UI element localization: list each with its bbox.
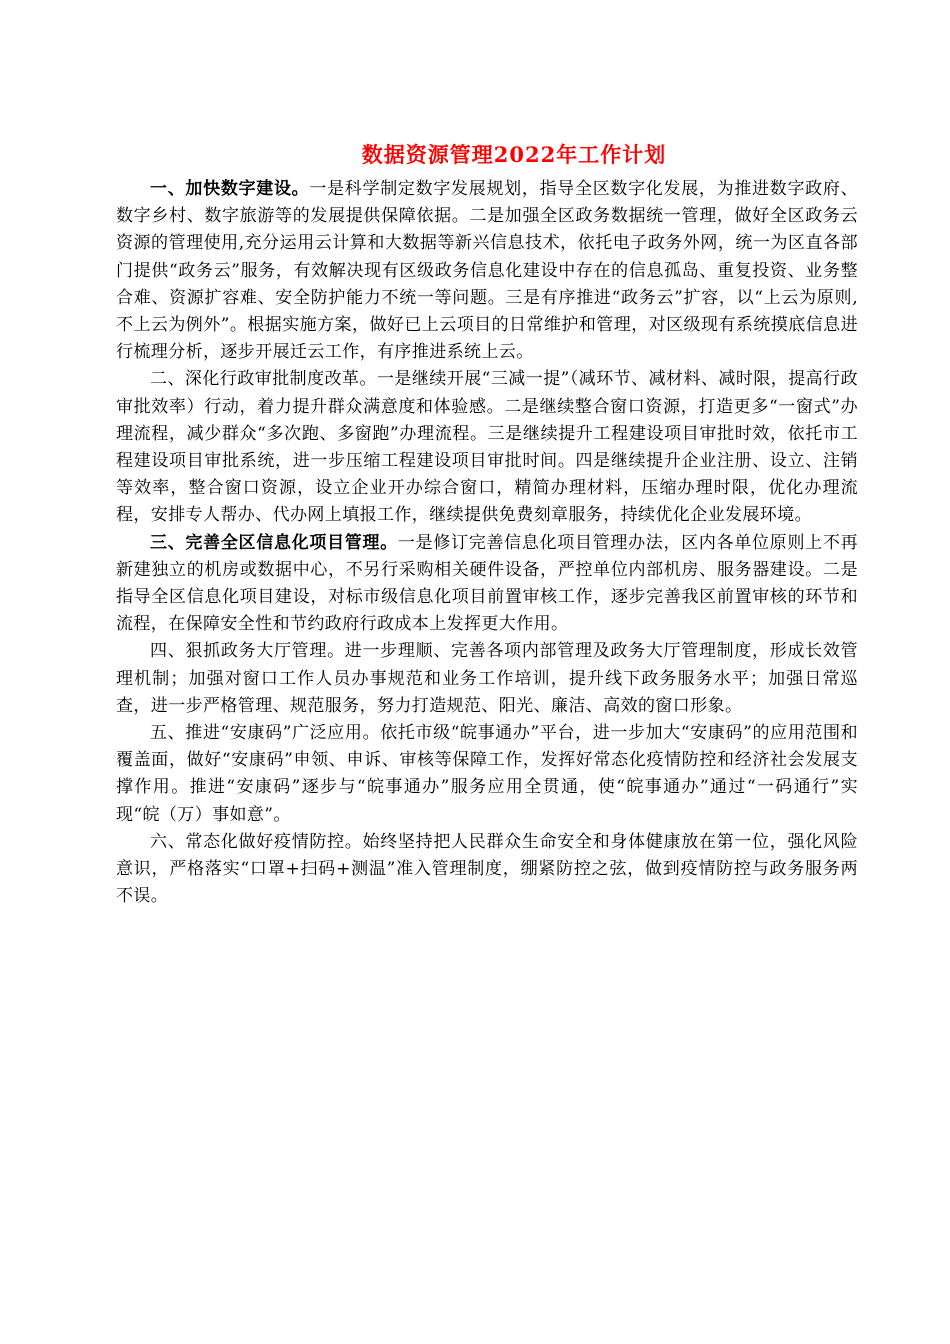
paragraph-6-lead: 六、常态化做好疫情防控。 (150, 831, 363, 852)
paragraph-4-body: 进一步理顺、完善各项内部管理及政务大厅管理制度，形成长效管理机制；加强对窗口工作人员办事规范和业务工作培训，提升线下政务服务水平；加强日常巡查，进一步严格管理、规范服务，努力打造规范、阳光、廉洁、高效的窗口形象。 (116, 641, 858, 716)
paragraph-1-lead: 一、加快数字建设。 (150, 179, 310, 199)
paragraph-1-body: 一是科学制定数字发展规划，指导全区数字化发展，为推进数字政府、数字乡村、数字旅游等的发展提供保障依据。二是加强全区政务数据统一管理，做好全区政务云资源的管理使用,充分运用云计算和大数据等新兴信息技术，依托电子政务外网，统一为区直各部门提供“政务云”服务，有效解决现有区级政务信息化建设中存在的信息孤岛、重复投资、业务整合难、资源扩容难、安全防护能力不统一等问题。三是有序推进“政务云”扩容，以“上云为原则,不上云为例外”。根据实施方案，做好已上云项目的日常维护和管理，对区级现有系统摸底信息进行梳理分析，逐步开展迁云工作，有序推进系统上云。 (116, 179, 858, 363)
paragraph-6-body: 始终坚持把人民群众生命安全和身体健康放在第一位，强化风险意识，严格落实“口罩+扫码+测温”准入管理制度，绷紧防控之弦，做到疫情防控与政务服务两不误。 (116, 831, 858, 907)
document-title: 数据资源管理2022年工作计划 (361, 142, 667, 167)
paragraph-2-body: 一是继续开展“三减一提”（减环节、减材料、减时限，提高行政审批效率）行动，着力提升群众满意度和体验感。二是继续整合窗口资源，打造更多“一窗式”办理流程，减少群众“多次跑、多窗跑”办理流程。三是继续提升工程建设项目审批时效，依托市工程建设项目审批系统，进一步压缩工程建设项目审批时间。四是继续提升企业注册、设立、注销等效率，整合窗口资源，设立企业开办综合窗口，精简办理材料，压缩办理时限，优化办理流程，安排专人帮办、代办网上填报工作，继续提供免费刻章服务，持续优化企业发展环境。 (116, 369, 858, 526)
paragraph-3-lead: 三、完善全区信息化项目管理。 (150, 532, 398, 553)
paragraph-3-body: 一是修订完善信息化项目管理办法，区内各单位原则上不再新建独立的机房或数据中心，不另行采购相关硬件设备，严控单位内部机房、服务器建设。二是指导全区信息化项目建设，对标市级信息化项目前置审核工作，逐步完善我区前置审核的环节和流程，在保障安全性和节约政府行政成本上发挥更大作用。 (116, 532, 858, 635)
paragraph-5 (116, 720, 858, 829)
paragraph-4-lead: 四、狠抓政务大厅管理。 (150, 641, 345, 662)
paragraph-6 (116, 829, 858, 911)
paragraph-5-lead: 五、推进“安康码”广泛应用。 (150, 723, 381, 744)
paragraph-1 (116, 176, 858, 366)
paragraph-2-lead: 二、深化行政审批制度改革。 (150, 369, 377, 390)
paragraph-3 (116, 530, 858, 639)
paragraph-5-body: 依托市级“皖事通办”平台，进一步加大“安康码”的应用范围和覆盖面，做好“安康码”申领、申诉、审核等保障工作，发挥好常态化疫情防控和经济社会发展支撑作用。推进“安康码”逐步与“皖事通办”服务应用全贯通，使“皖事通办”通过“一码通行”实现“皖（万）事如意”。 (116, 723, 858, 825)
paragraph-2 (116, 366, 858, 529)
document-page (116, 140, 858, 910)
paragraph-4 (116, 638, 858, 720)
